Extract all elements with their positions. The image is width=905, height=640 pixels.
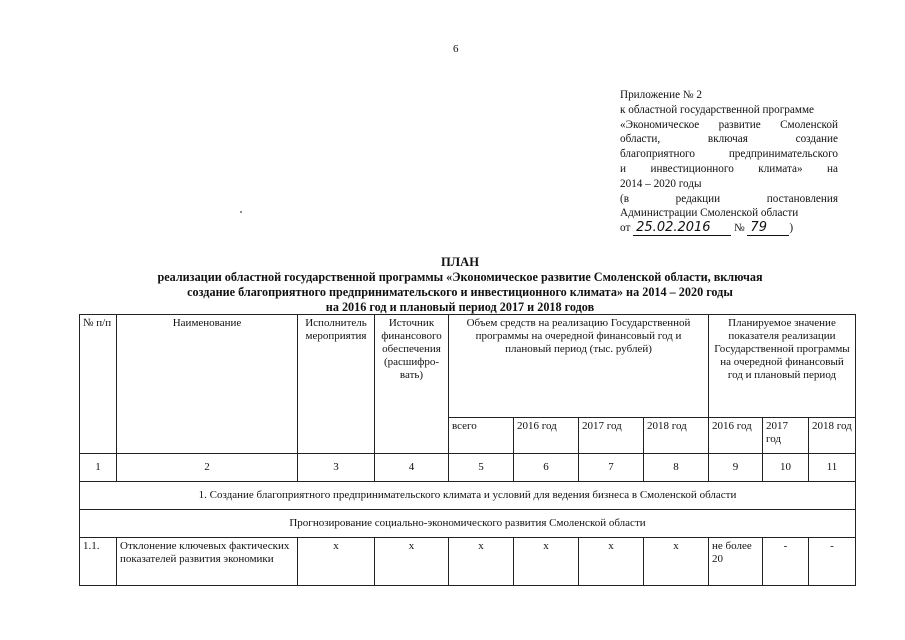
row-2016: x <box>514 538 579 586</box>
appendix-word: и <box>620 162 626 175</box>
appendix-block <box>620 88 838 236</box>
column-number: 5 <box>449 454 514 482</box>
plan-title: ПЛАН <box>440 255 480 269</box>
handwritten-number: 79 <box>747 221 789 236</box>
header-executor: Исполнитель мероприятия <box>298 315 375 454</box>
column-number: 4 <box>375 454 449 482</box>
speck <box>240 211 242 213</box>
row-num: 1.1. <box>80 538 117 586</box>
plan-table <box>79 314 856 586</box>
number-label: № <box>733 222 745 235</box>
header-plan-2018: 2018 год <box>809 418 856 454</box>
appendix-word: Смоленской <box>780 118 838 131</box>
page-number: 6 <box>453 43 459 55</box>
header-name: Наименование <box>117 315 298 454</box>
column-number: 2 <box>117 454 298 482</box>
header-planned: Планируемое значение показателя реализации Государственной программы на очередной финансовый год и плановый период <box>709 315 856 418</box>
row-2017: x <box>579 538 644 586</box>
appendix-word: постановления <box>766 192 838 205</box>
row-source: x <box>375 538 449 586</box>
appendix-line <box>620 118 838 133</box>
plan-subtitle-line: на 2016 год и плановый период 2017 и 2018 годов <box>325 300 595 314</box>
row-plan-2016: не более 20 <box>709 538 763 586</box>
appendix-line <box>620 162 838 177</box>
header-plan-2017: 2017 год <box>763 418 809 454</box>
appendix-word: развитие <box>718 118 761 131</box>
row-executor: x <box>298 538 375 586</box>
header-2016: 2016 год <box>514 418 579 454</box>
decree-date-row <box>620 221 838 236</box>
subsection-heading: Прогнозирование социально-экономического развития Смоленской области <box>80 510 856 538</box>
appendix-line <box>620 192 838 207</box>
header-source: Источник финансового обеспечения (расшифро-вать) <box>375 315 449 454</box>
appendix-word: климата» <box>758 162 803 175</box>
appendix-word: создание <box>795 133 838 146</box>
appendix-line: Администрации Смоленской области <box>620 207 799 220</box>
ot-label: от <box>620 222 631 235</box>
handwritten-date: 25.02.2016 <box>633 221 731 236</box>
appendix-word: «Экономическое <box>620 118 700 131</box>
appendix-word: редакции <box>675 192 721 205</box>
appendix-word: включая <box>707 133 748 146</box>
column-number: 3 <box>298 454 375 482</box>
row-plan-2017: - <box>763 538 809 586</box>
appendix-line <box>620 132 838 147</box>
appendix-word: предпринимательского <box>728 148 838 161</box>
header-num: № п/п <box>80 315 117 454</box>
header-volume: Объем средств на реализацию Государственной программы на очередной финансовый год и плановый период (тыс. рублей) <box>449 315 709 418</box>
column-number: 8 <box>644 454 709 482</box>
plan-subtitle-line: создание благоприятного предпринимательского и инвестиционного климата» на 2014 – 2020 годы <box>187 285 733 299</box>
appendix-word: инвестиционного <box>650 162 734 175</box>
row-plan-2018: - <box>809 538 856 586</box>
closing-paren: ) <box>789 222 794 235</box>
appendix-line <box>620 147 838 162</box>
column-number: 11 <box>809 454 856 482</box>
row-name: Отклонение ключевых фактических показателей развития экономики <box>117 538 298 586</box>
column-number: 7 <box>579 454 644 482</box>
row-2018: x <box>644 538 709 586</box>
column-number: 6 <box>514 454 579 482</box>
header-2018: 2018 год <box>644 418 709 454</box>
appendix-line: 2014 – 2020 годы <box>620 177 702 190</box>
header-total: всего <box>449 418 514 454</box>
appendix-title: Приложение № 2 <box>620 89 702 101</box>
appendix-word: области, <box>620 133 661 146</box>
appendix-word: благоприятного <box>620 148 695 161</box>
column-number: 10 <box>763 454 809 482</box>
table-row <box>80 538 856 586</box>
column-number-row <box>80 454 856 482</box>
plan-subtitle-line: реализации областной государственной программы «Экономическое развитие Смоленской области, включая <box>157 270 763 284</box>
row-total: x <box>449 538 514 586</box>
header-plan-2016: 2016 год <box>709 418 763 454</box>
appendix-word: на <box>827 162 838 175</box>
appendix-word: (в <box>620 192 630 205</box>
column-number: 9 <box>709 454 763 482</box>
appendix-line: к областной государственной программе <box>620 103 814 116</box>
section-heading: 1. Создание благоприятного предпринимательского климата и условий для ведения бизнеса в Смоленской области <box>80 482 856 510</box>
header-2017: 2017 год <box>579 418 644 454</box>
column-number: 1 <box>80 454 117 482</box>
